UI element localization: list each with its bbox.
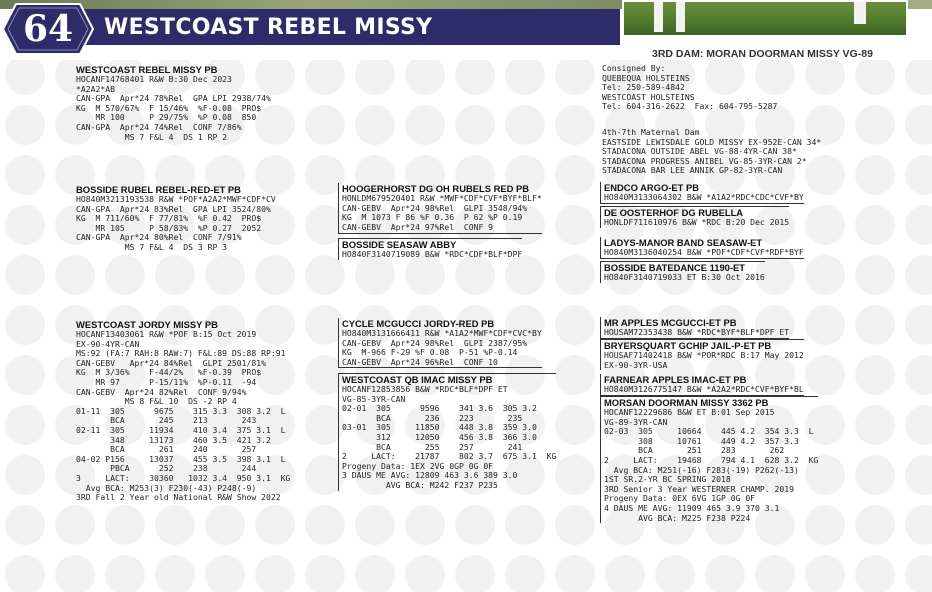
dam-dam-line: 03-01 305 11850 448 3.8 359 3.0: [342, 422, 537, 433]
dam-line: MS:92 (FA:7 RAH:8 RAW:7) F&L:89 DS:88 RP:91: [76, 348, 286, 359]
dd-dam-block: [600, 396, 818, 523]
sire-sire-block: [338, 183, 542, 234]
dam-line: HOCANF13403061 R&W *POF B:15 Oct 2019: [76, 329, 257, 339]
dam-block: [76, 319, 290, 503]
subject-line: CAN-GPA Apr*24 74%Rel CONF 7/86%: [76, 121, 242, 132]
ds-sire-name: MR APPLES MCGUCCI-ET PB: [604, 317, 737, 328]
dd-dam-line: 308 10761 449 4.2 357 3.3: [604, 435, 799, 446]
dd-dam-line: Avg BCA: M251(-16) F283(-19) P262(-13): [604, 464, 799, 475]
cow-photo: [622, 0, 908, 37]
sire-dam-line: HO840F3140719089 B&W *RDC*CDF*BLF*DPF: [342, 249, 523, 259]
dd-dam-line: BCA 251 283 262: [604, 445, 785, 456]
dam-dam-line: 02-01 305 9596 341 3.6 305 3.2: [342, 403, 537, 414]
dam-sire-name: CYCLE MCGUCCI JORDY-RED PB: [342, 318, 495, 329]
subject-line: HOCANF14768401 R&W B:30 Dec 2023: [76, 74, 232, 84]
dam-sire-line: HO840M3131666411 R&W *A1A2*MWF*CDF*CVC*BY: [342, 328, 542, 338]
dam-dam-block: [338, 373, 556, 491]
sire-line: CAN-GPA Apr*24 83%Rel GPA LPI 3524/80%: [76, 203, 271, 214]
sd-dam-line: HO840F3140719033 ET B:30 Oct 2016: [604, 272, 765, 282]
dam-line: KG M 3/36% F-44/2% %F-0.39 PRO$: [76, 367, 262, 378]
ss-sire-block: [600, 182, 804, 204]
dam-dam-line: AVG BCA: M242 F237 P235: [342, 479, 498, 490]
consignor-line: QUEBEQUA HOLSTEINS: [602, 72, 690, 83]
dam-line: 01-11 305 9675 315 3.3 308 3.2 L: [76, 405, 286, 416]
ds-sire-line: HOUSAM72353438 B&W *RDC*BYF*BLF*DPF ET: [604, 327, 790, 337]
dd-sire-block: [600, 374, 804, 396]
ds-dam-line: HOUSAF71402418 B&W *POR*RDC B:17 May 2012: [604, 350, 804, 360]
dam-line: BCA 261 240 257: [76, 444, 257, 455]
ds-dam-name: BRYERSQUART GCHIP JAIL-P-ET PB: [604, 340, 772, 351]
dd-dam-line: 4 DAUS ME AVG: 11909 465 3.9 370 3.1: [604, 502, 780, 513]
dam-sire-line: CAN-GEBV Apr*24 98%Rel GLPI 2387/95%: [342, 337, 528, 348]
dd-sire-name: FARNEAR APPLES IMAC-ET PB: [604, 374, 747, 385]
lot-title: WESTCOAST REBEL MISSY: [104, 15, 433, 40]
dam-line: CAN-GEBV Apr*24 82%Rel CONF 9/94%: [76, 386, 247, 397]
dd-dam-line: Progeny Data: 0EX 6VG 1GP 0G 0F: [604, 493, 756, 504]
sire-sire-name: HOOGERHORST DG OH RUBELS RED PB: [342, 183, 529, 194]
sire-line: MS 7 F&L 4 DS 3 RP 3: [76, 241, 228, 252]
maternal-dams-block: [602, 128, 821, 176]
dam-line: 3 LACT: 30360 1032 3.4 950 3.1 KG: [76, 472, 291, 483]
sire-line: MR 105 P 58/83% %P 0.27 2052: [76, 222, 262, 233]
subject-block: [76, 64, 271, 142]
maternal-line: STADACONA BAR LEE ANNIK GP-82-3YR-CAN: [602, 165, 783, 176]
maternal-line: STADACONA PROGRESS ANIBEL VG-85-3YR-CAN 2*: [602, 155, 807, 166]
dam-dam-line: BCA 236 223 235: [342, 412, 523, 423]
dd-dam-line: 1ST SR.2-YR BC SPRING 2018: [604, 474, 731, 485]
dd-dam-line: HOCANF12229686 B&W ET B:01 Sep 2015: [604, 407, 775, 417]
dam-line: 02-11 305 11934 410 3.4 375 3.1 L: [76, 424, 286, 435]
sire-name: BOSSIDE RUBEL REBEL-RED-ET PB: [76, 184, 241, 195]
ds-dam-block: [600, 339, 804, 370]
dd-sire-line: HO840M3126775147 B&W *A2A2*RDC*CVF*BYF*BL: [604, 384, 804, 394]
maternal-line: EASTSIDE LEWISDALE GOLD MISSY EX-952E-CAN 34*: [602, 136, 822, 147]
ss-dam-block: [600, 206, 789, 228]
dam-sire-line: KG M-966 F-29 %F 0.08 P-51 %P-0.14: [342, 347, 518, 358]
sire-line: HO840M3213193538 R&W *POF*A2A2*MWF*CDF*CV: [76, 194, 276, 204]
sire-sire-line: CAN-GEBV Apr*24 97%Rel CONF 9: [342, 221, 494, 232]
dam-dam-line: BCA 255 257 241: [342, 441, 523, 452]
dam-line: MS 8 F&L 10 DS -2 RP 4: [76, 396, 237, 407]
consignor-line: Tel: 250-589-4842: [602, 82, 685, 93]
dam-dam-line: HOCANF12853856 B&W *RDC*BLF*DPF ET: [342, 384, 508, 394]
consignor-line: Consigned By:: [602, 63, 666, 73]
ss-dam-name: DE OOSTERHOF DG RUBELLA: [604, 207, 744, 218]
sire-sire-line: HONLDM679520401 R&W *MWF*CDF*CVF*BYF*BLF*: [342, 193, 542, 203]
dam-line: 348 13173 460 3.5 421 3.2: [76, 434, 271, 445]
lot-title-banner: [60, 9, 620, 45]
subject-name: WESTCOAST REBEL MISSY PB: [76, 64, 218, 75]
dam-sire-block: [338, 318, 542, 368]
sd-dam-name: BOSSIDE BATEDANCE 1190-ET: [604, 262, 746, 273]
dd-dam-name: MORSAN DOORMAN MISSY 3362 PB: [604, 397, 769, 408]
sire-line: KG M 711/60% F 77/81% %F 0.42 PRO$: [76, 213, 262, 224]
dam-dam-line: VG-85-3YR-CAN: [342, 393, 406, 404]
subject-line: KG M 570/67% F 15/46% %F-0.08 PRO$: [76, 102, 262, 113]
dam-header: 3RD DAM: MORAN DOORMAN MISSY VG-89: [652, 48, 873, 60]
subject-line: *A2A2*AB: [76, 83, 115, 94]
subject-line: MS 7 F&L 4 DS 1 RP 2: [76, 131, 228, 142]
maternal-line: 4th-7th Maternal Dam: [602, 127, 700, 137]
dam-dam-line: Progeny Data: 1EX 2VG 0GP 0G 0F: [342, 460, 494, 471]
sd-sire-block: [600, 237, 804, 259]
sire-block: [76, 184, 276, 253]
consignor-line: WESTCOAST HOLSTEINS: [602, 91, 695, 102]
dam-line: PBCA 252 238 244: [76, 463, 257, 474]
sire-line: CAN-GPA Apr*24 80%Rel CONF 7/91%: [76, 232, 242, 243]
ss-sire-line: HO840M3133064302 B&W *A1A2*RDC*CDC*CVF*BY: [604, 192, 804, 202]
maternal-line: STADACONA OUTSIDE ABEL VG-88-4YR-CAN 38*: [602, 146, 797, 157]
consignor-block: [602, 64, 777, 112]
dam-dam-name: WESTCOAST QB IMAC MISSY PB: [342, 374, 493, 385]
dd-dam-line: 2 LACT: 19468 794 4.1 628 3.2 KG: [604, 454, 819, 465]
dd-dam-line: VG-89-3YR-CAN: [604, 416, 668, 427]
ss-sire-name: ENDCO ARGO-ET PB: [604, 182, 699, 193]
lot-number: 64: [22, 8, 74, 50]
dam-name: WESTCOAST JORDY MISSY PB: [76, 319, 218, 330]
ds-dam-line: EX-90-3YR-USA: [604, 359, 668, 370]
sd-dam-block: [600, 261, 765, 283]
dam-line: CAN-GEBV Apr*24 84%Rel GLPI 2501/81%: [76, 357, 267, 368]
dam-sire-line: CAN-GEBV Apr*24 96%Rel CONF 10: [342, 356, 498, 367]
dd-dam-line: 02-03 305 10664 445 4.2 354 3.3 L: [604, 426, 814, 437]
sd-sire-line: HO840M3136040254 B&W *POF*CDF*CVF*RDF*BYF: [604, 247, 804, 257]
dam-line: BCA 245 213 243: [76, 415, 257, 426]
dd-dam-line: 3RD Senior 3 Year WESTERNER CHAMP. 2019: [604, 483, 795, 494]
sd-sire-name: LADYS-MANOR BAND SEASAW-ET: [604, 237, 763, 248]
ss-dam-line: HONLDF711610976 B&W *RDC B:20 Dec 2015: [604, 217, 790, 227]
lot-number-badge: [2, 2, 94, 56]
sire-sire-line: KG M 1073 F 86 %F 0.36 P 62 %P 0.19: [342, 212, 523, 223]
consignor-line: Tel: 604-316-2622 Fax: 604-795-5287: [602, 101, 778, 112]
dam-line: MR 97 P-15/11% %P-0.11 -94: [76, 376, 257, 387]
dam-dam-line: 2 LACT: 21787 802 3.7 675 3.1 KG: [342, 451, 557, 462]
sire-sire-line: CAN-GEBV Apr*24 98%Rel GLPI 3548/94%: [342, 202, 528, 213]
sire-dam-name: BOSSIDE SEASAW ABBY: [342, 239, 457, 250]
ds-sire-block: [600, 317, 789, 339]
dam-line: Avg BCA: M253(3) F230(-43) P248(-9): [76, 482, 257, 493]
dam-dam-line: 312 12050 456 3.8 366 3.0: [342, 431, 537, 442]
subject-line: CAN-GPA Apr*24 78%Rel GPA LPI 2938/74%: [76, 93, 271, 104]
dam-line: 04-02 P156 13037 455 3.5 398 3.1 L: [76, 453, 286, 464]
dam-dam-line: 3 DAUS ME AVG: 12809 463 3.6 389 3.0: [342, 470, 518, 481]
dam-line: 3RD Fall 2 Year old National R&W Show 2022: [76, 492, 281, 503]
sire-dam-block: [338, 238, 522, 260]
subject-line: MR 100 P 29/75% %P 0.08 850: [76, 112, 257, 123]
dam-line: EX-90-4YR-CAN: [76, 338, 140, 349]
dd-dam-line: AVG BCA: M225 F238 P224: [604, 512, 751, 523]
